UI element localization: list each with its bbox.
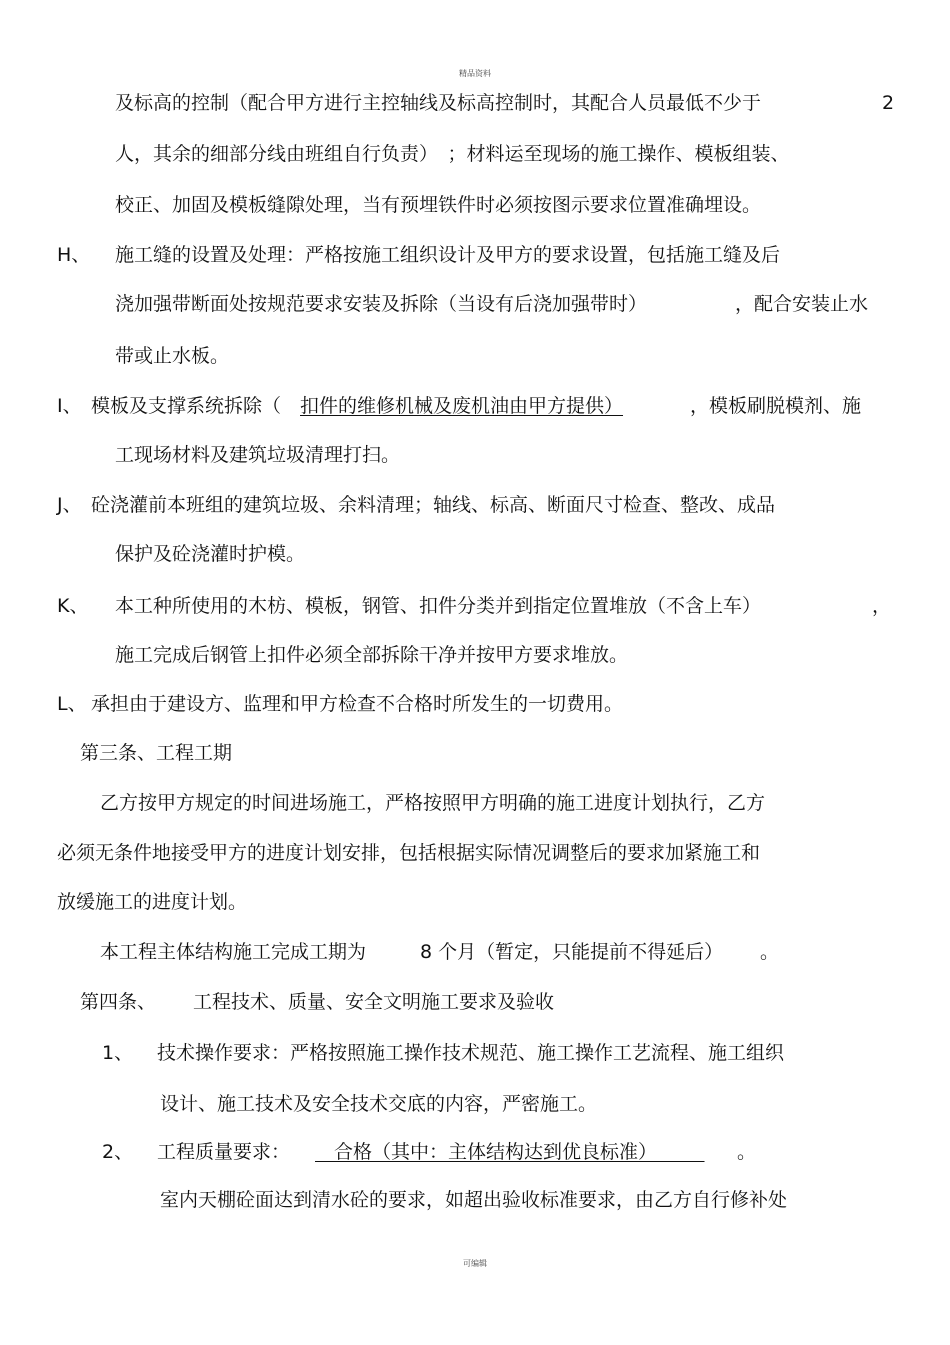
text-line: 8 个月（暂定，只能提前不得延后） xyxy=(420,941,724,963)
text-number: 2 xyxy=(882,92,895,114)
article-heading: 第四条、 xyxy=(80,991,157,1013)
article-heading: 第三条、工程工期 xyxy=(80,742,233,764)
item-marker-h: H、 xyxy=(57,244,91,266)
text-line: 施工缝的设置及处理：严格按施工组织设计及甲方的要求设置，包括施工缝及后 xyxy=(115,244,781,266)
text-line: 技术操作要求：严格按照施工操作技术规范、施工操作工艺流程、施工组织 xyxy=(157,1042,785,1064)
text-line: 带或止水板。 xyxy=(115,345,230,367)
text-line: 。 xyxy=(737,1141,757,1163)
text-line: 浇加强带断面处按规范要求安装及拆除（当设有后浇加强带时） xyxy=(115,293,648,315)
text-line: 。 xyxy=(760,941,780,963)
text-line: 承担由于建设方、监理和甲方检查不合格时所发生的一切费用。 xyxy=(91,693,624,715)
text-line: 校正、加固及模板缝隙处理，当有预埋铁件时必须按图示要求位置准确埋设。 xyxy=(115,194,762,216)
text-line: 本工种所使用的木枋、模板，钢管、扣件分类并到指定位置堆放（不含上车） xyxy=(115,595,762,617)
item-marker-2: 2、 xyxy=(102,1141,134,1163)
text-line: 放缓施工的进度计划。 xyxy=(57,891,248,913)
text-line: 施工完成后钢管上扣件必须全部拆除干净并按甲方要求堆放。 xyxy=(115,644,629,666)
text-line: 室内天棚砼面达到清水砼的要求，如超出验收标准要求，由乙方自行修补处 xyxy=(160,1189,788,1211)
text-line: ，配合安装止水 xyxy=(735,293,869,315)
text-line: 工现场材料及建筑垃圾清理打扫。 xyxy=(115,444,401,466)
text-line: ， xyxy=(872,595,892,617)
text-line: 本工程主体结构施工完成工期为 xyxy=(100,941,367,963)
text-line: 及标高的控制（配合甲方进行主控轴线及标高控制时，其配合人员最低不少于 xyxy=(115,92,762,114)
item-marker-i: I、 xyxy=(57,395,82,417)
item-marker-1: 1、 xyxy=(102,1042,134,1064)
page-header: 精品资料 xyxy=(459,69,491,78)
item-marker-j: J、 xyxy=(57,494,82,516)
text-line: 模板及支撑系统拆除（ xyxy=(91,395,282,417)
item-marker-l: L、 xyxy=(57,693,87,715)
text-line: 工程质量要求： xyxy=(157,1141,291,1163)
underlined-text: 扣件的维修机械及废机油由甲方提供） xyxy=(300,395,624,417)
text-line: 砼浇灌前本班组的建筑垃圾、余料清理；轴线、标高、断面尺寸检查、整改、成品 xyxy=(91,494,776,516)
text-line: 乙方按甲方规定的时间进场施工，严格按照甲方明确的施工进度计划执行，乙方 xyxy=(100,792,766,814)
item-marker-k: K、 xyxy=(57,595,89,617)
text-line: ，模板刷脱模剂、施 xyxy=(690,395,862,417)
underlined-text: 合格（其中：主体结构达到优良标准） xyxy=(315,1141,705,1163)
text-line: 必须无条件地接受甲方的进度计划安排，包括根据实际情况调整后的要求加紧施工和 xyxy=(57,842,761,864)
text-line: 设计、施工技术及安全技术交底的内容，严密施工。 xyxy=(160,1093,598,1115)
text-line: 人，其余的细部分线由班组自行负责） ；材料运至现场的施工操作、模板组装、 xyxy=(115,143,790,165)
article-heading: 工程技术、质量、安全文明施工要求及验收 xyxy=(193,991,555,1013)
text-line: 保护及砼浇灌时护模。 xyxy=(115,543,306,565)
page-footer: 可编辑 xyxy=(463,1259,487,1268)
